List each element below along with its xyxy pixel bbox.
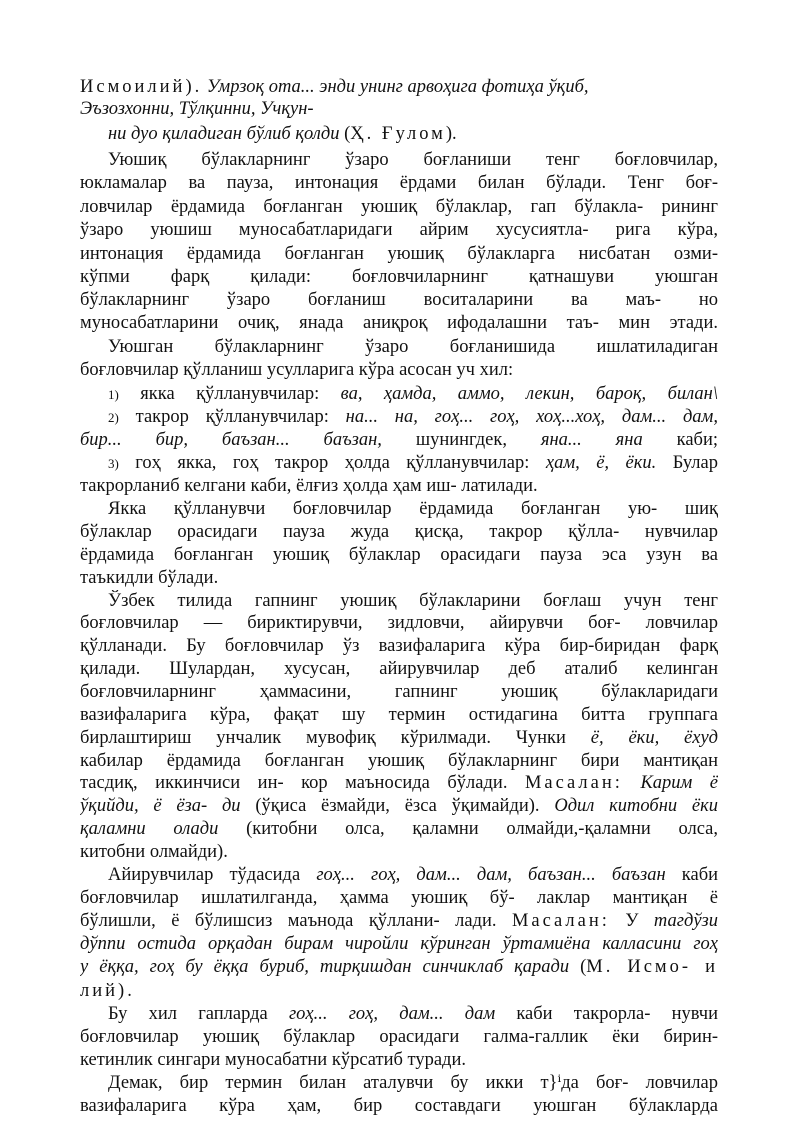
text-run: ни дуо қиладиган бўлиб қолди [108,124,340,144]
text-run: ). [445,124,457,144]
text-line [80,704,718,726]
text-run: каби такрорла- нувчи [495,1004,718,1024]
text-line [80,219,718,241]
text-run: яна... яна [540,430,643,450]
text-run: Уюшган бўлакларнинг ўзаро боғланишида ишлатиладиган [108,337,718,357]
text-run: Якка қўлланувчи боғловчилар ёрдамида боғланган ую- шиқ [108,499,718,519]
text-run: (китобни олса, қаламни олмайди,-қаламни олса, [218,819,718,839]
text-run: 2) [108,410,119,425]
text-run: ва, ҳамда, аммо, лекин, бароқ, билан\ [340,384,718,404]
text-line [80,76,718,98]
text-run: лий). [80,981,135,1001]
text-run: Бу хил гапларда [108,1004,289,1024]
text-line [80,359,718,381]
text-run: ловчилар ёрдамида боғланган уюшиқ бўлаклар, гап бўлакла- рининг [80,197,718,217]
text-line [80,887,718,909]
text-run: қилади. Шулардан, хусусан, айирувчилар деб аталиб келинган [80,659,718,679]
text-run: бўлаклар орасидаги пауза жуда қисқа, такрор қўлла- нувчилар [80,522,718,542]
text-run: боғловчиларнинг ҳаммасини, гапнинг уюшиқ бўлакларидаги [80,682,718,702]
text-run: дўппи остида орқадан бирам чиройли кўринган ўртамиёна калласини гоҳ [80,934,718,954]
text-run: китобни олмайди). [80,842,228,862]
text-run: Демак, бир термин билан аталувчи бу икки т}ⁱда боғ- ловчилар [108,1073,718,1093]
text-run: бирлаштириш унчалик мувофиқ кўрилмади. Чунки [80,728,591,748]
text-run: Одил китобни ёки [554,796,718,816]
text-line [108,590,718,612]
text-line [108,1072,718,1094]
text-run: такрорланиб келгани каби, ёлғиз ҳолда ҳам иш- латилади. [80,476,538,496]
text-run: кетинлик сингари муносабатни кўрсатиб туради. [80,1050,466,1070]
text-run: шунингдек, [381,430,541,450]
text-run: Исмоилий). [80,77,203,97]
text-run: тагдўзи [653,911,718,931]
text-run: каби [665,865,718,885]
text-run: таъкидли бўлади. [80,568,219,588]
text-line [80,980,718,1002]
text-run: вазифаларига кўра ҳам, бир составдаги уюшган бўлакларда [80,1096,718,1116]
text-line [108,336,718,358]
text-run: қўлланади. Бу боғловчилар ўз вазифаларига кўра бир-биридан фарқ [80,636,718,656]
text-line [80,658,718,680]
text-run: гоҳ якка, гоҳ такрор ҳолда қўлланувчилар: [118,453,546,473]
text-line [80,795,718,817]
text-run: Масалан: [511,911,610,931]
text-line [80,196,718,218]
text-run: ( [339,124,351,144]
text-line [80,567,718,589]
text-run: (ўқиса ёзмайди, ёзса ўқимайди). [240,796,555,816]
text-line [80,727,718,749]
text-run [623,773,641,793]
text-line [80,1049,718,1071]
text-run: такрор қўлланувчилар: [118,407,346,427]
text-line [80,1026,718,1048]
text-run: бир... бир, баъзан... баъзан, [80,430,382,450]
text-run: Ҳ. Ғулом [350,124,446,144]
text-line [80,312,718,334]
text-run: М. Исмо- и [586,957,718,977]
text-line [80,750,718,772]
text-line [80,1095,718,1117]
text-run: Ўзбек тилида гапнинг уюшиқ бўлакларини боғлаш учун тенг [108,591,718,611]
text-line [80,266,718,288]
text-line [108,864,718,886]
text-run: 3) [108,456,119,471]
text-run: боғловчилар — бириктирувчи, зидловчи, айирувчи боғ- ловчилар [80,613,718,633]
text-run: ўқийди, ё ёза- ди [80,796,241,816]
text-run: боғловчилар уюшиқ бўлаклар орасидаги галма-галлик ёки бирин- [80,1027,718,1047]
text-line [80,429,718,451]
text-line [80,475,718,497]
text-run: 1) [108,387,119,402]
text-run: на... на, гоҳ... гоҳ, хоҳ...хоҳ, дам... дам, [345,407,718,427]
text-run: вазифаларига кўра, фақат шу термин остидагина битта группага [80,705,718,725]
text-run: кўпми фарқ қилади: боғловчиларнинг қатнашуви уюшган [80,267,718,287]
text-line [108,452,718,474]
text-line [80,289,718,311]
text-line [108,123,718,145]
text-run: Умрзоқ ота... энди унинг арвоҳига фотиҳа ўқиб, [206,77,589,97]
text-line [80,956,718,978]
text-run: ё, ёки, ёхуд [590,728,718,748]
text-run: Булар [656,453,718,473]
text-line [80,772,718,794]
text-line [80,521,718,543]
text-run: боғловчилар ишлатилганда, ҳамма уюшиқ бў- лаклар мантиқан ё [80,888,718,908]
text-run: кабилар ёрдамида боғланган уюшиқ бўлакларнинг бири мантиқан [80,751,718,771]
text-run: муносабатларини очиқ, янада аниқроқ ифодалашни таъ- мин этади. [80,313,718,333]
text-run: Уюшиқ бўлакларнинг ўзаро боғланиши тенг боғловчилар, [108,150,718,170]
text-run: қаламни олади [80,819,219,839]
text-run: боғловчилар қўлланиш усулларига кўра асосан уч хил: [80,360,514,380]
text-line [80,172,718,194]
text-line [80,544,718,566]
text-line [108,383,718,405]
text-run: гоҳ... гоҳ, дам... дам [288,1004,496,1024]
text-run: ўзаро уюшиш муносабатларидаги айрим хусусиятла- рига кўра, [80,220,718,240]
text-run: интонация ёрдамида боғланган уюшиқ бўлакларга нисбатан озми- [80,244,718,264]
text-run: бўлакларнинг ўзаро боғланиш воситаларини ва маъ- но [80,290,718,310]
text-line [80,612,718,634]
text-line [80,818,718,840]
text-run: Эъзозхонни, Тўлқинни, Учқун- [80,99,314,119]
text-line [108,498,718,520]
text-run: гоҳ... гоҳ, дам... дам, баъзан... баъзан [316,865,666,885]
text-run: Масалан: [524,773,623,793]
text-line [80,635,718,657]
text-run: ҳам, ё, ёки. [545,453,657,473]
text-line [80,98,718,120]
text-run: ( [569,957,587,977]
text-line [108,149,718,171]
text-line [80,910,718,932]
text-run: Карим ё [640,773,718,793]
text-line [80,841,718,863]
text-run: Айирувчилар тўдасида [108,865,317,885]
text-run: ёрдамида боғланган уюшиқ бўлаклар орасидаги пауза эса узун ва [80,545,718,565]
text-line [80,681,718,703]
text-run: у ёққа, гоҳ бу ёққа буриб, тирқишдан синчиклаб қаради [80,957,570,977]
text-run: У [609,911,654,931]
text-run: якка қўлланувчилар: [118,384,341,404]
text-line [108,1003,718,1025]
text-run: тасдиқ, иккинчиси ин- кор маъносида бўлади. [80,773,525,793]
text-run: юкламалар ва пауза, интонация ёрдами билан бўлади. Тенг боғ- [80,173,718,193]
text-run: бўлишли, ё бўлишсиз маънода қўллани- лади. [80,911,512,931]
text-line [80,933,718,955]
text-line [80,243,718,265]
text-line [108,406,718,428]
text-run: каби; [642,430,718,450]
